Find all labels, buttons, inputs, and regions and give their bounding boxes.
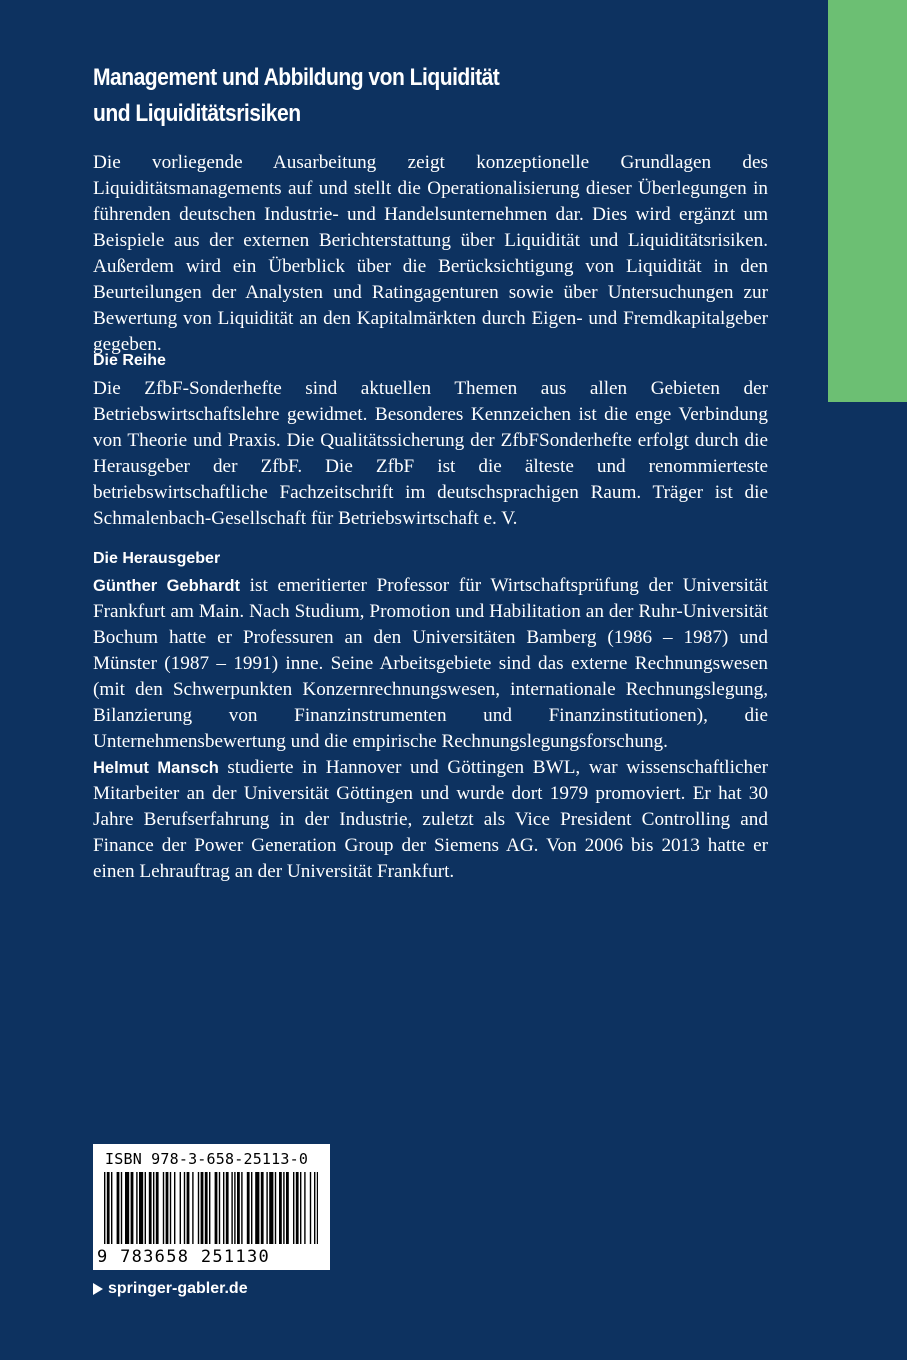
barcode-bar bbox=[317, 1172, 318, 1244]
barcode-bar bbox=[170, 1172, 171, 1244]
barcode-bar bbox=[266, 1172, 267, 1244]
barcode-bar bbox=[219, 1172, 220, 1244]
barcode-bar bbox=[180, 1172, 181, 1244]
reihe-paragraph: Die ZfbF-Sonderhefte sind aktuellen Themen aus allen Gebieten der Betriebswirtschaftslehre gewidmet. Besonderes Kennzeichen ist die enge Verbindung von Theorie und Praxis. Die Qualitätssicherung der ZfbFSonderhefte erfolgt durch die Herausgeber der ZfbF. Die ZfbF ist die älteste und renommierteste betriebswirtschaftliche Fachzeitschrift im deutschsprachigen Raum. Träger ist die Schmalenbach-Gesellschaft für Betriebswirtschaft e. V. bbox=[93, 378, 768, 529]
accent-strip bbox=[828, 0, 907, 402]
barcode-bar bbox=[241, 1172, 242, 1244]
barcode-bar bbox=[184, 1172, 185, 1244]
website-text: springer-gabler.de bbox=[108, 1280, 248, 1297]
barcode-bar bbox=[247, 1172, 250, 1244]
barcode-bar bbox=[261, 1172, 264, 1244]
barcode-bar bbox=[231, 1172, 232, 1244]
barcode-bar bbox=[153, 1172, 154, 1244]
barcode-bar bbox=[209, 1172, 210, 1244]
barcode-digits: 9 783658 251130 bbox=[97, 1247, 271, 1267]
herausgeber-paragraph bbox=[93, 573, 768, 885]
isbn-label: ISBN 978-3-658-25113-0 bbox=[105, 1150, 309, 1168]
barcode-bar bbox=[125, 1172, 129, 1244]
barcode-bar bbox=[293, 1172, 294, 1244]
editor-name-mansch: Helmut Mansch bbox=[93, 759, 219, 777]
barcode-bar bbox=[136, 1172, 137, 1244]
barcode-bar bbox=[300, 1172, 301, 1244]
barcode-bar bbox=[149, 1172, 152, 1244]
barcode-bar bbox=[111, 1172, 112, 1244]
barcode-bar bbox=[286, 1172, 289, 1244]
isbn-barcode bbox=[93, 1144, 330, 1270]
barcode-bar bbox=[205, 1172, 208, 1244]
barcode-bar bbox=[163, 1172, 164, 1244]
barcode-bar bbox=[226, 1172, 229, 1244]
barcode-bar bbox=[139, 1172, 143, 1244]
barcode-bar bbox=[156, 1172, 159, 1244]
barcode-bar bbox=[117, 1172, 120, 1244]
barcode-bar bbox=[310, 1172, 311, 1244]
barcode-bar bbox=[314, 1172, 315, 1244]
barcode-bar bbox=[166, 1172, 169, 1244]
barcode-bar bbox=[145, 1172, 146, 1244]
barcode-bar bbox=[198, 1172, 199, 1244]
barcode-bar bbox=[304, 1172, 305, 1244]
barcode-bar bbox=[255, 1172, 259, 1244]
section-heading-herausgeber: Die Herausgeber bbox=[93, 550, 221, 567]
barcode-bar bbox=[107, 1172, 110, 1244]
barcode-bar bbox=[174, 1172, 175, 1244]
book-title bbox=[93, 60, 695, 132]
barcode-bar bbox=[234, 1172, 235, 1244]
editor-name-gebhardt: Günther Gebhardt bbox=[93, 577, 240, 595]
editor-bio-gebhardt: ist emeritierter Professor für Wirtschaftsprüfung der Universität Frankfurt am Main. Nach Studium, Promotion und Habilitation an der Ruhr-Universität Bochum hatte er Professuren an den Universitäten Bamberg (1986 – 1987) und Münster (1987 – 1991) inne. Seine Arbeitsgebiete sind das externe Rechnungswesen (mit den Schwerpunkten Konzernrechnungswesen, internationale Rechnungslegung, Bilanzierung von Finanzinstrumenten und Finanzinstitutionen), die Unternehmensbewertung und die empirische Rechnungslegungsforschung. bbox=[93, 575, 768, 752]
barcode-bar bbox=[279, 1172, 282, 1244]
title-line-2: und Liquiditätsrisiken bbox=[93, 100, 301, 127]
section-heading-reihe: Die Reihe bbox=[93, 352, 166, 369]
barcode-bar bbox=[269, 1172, 273, 1244]
barcode-bar bbox=[121, 1172, 122, 1244]
barcode-bar bbox=[275, 1172, 276, 1244]
website-link[interactable] bbox=[93, 1278, 248, 1300]
barcode-bar bbox=[237, 1172, 240, 1244]
editor-bio-mansch: studierte in Hannover und Göttingen BWL, war wissenschaftlicher Mitarbeiter an der Universität Göttingen und wurde dort 1979 promoviert. Er hat 30 Jahre Berufserfahrung in der Industrie, zuletzt als Vice President Controlling and Finance der Power Generation Group der Siemens AG. Von 2006 bis 2013 hatte er einen Lehrauftrag an der Universität Frankfurt. bbox=[93, 757, 768, 882]
barcode-bar bbox=[251, 1172, 252, 1244]
barcode-bars bbox=[104, 1172, 318, 1244]
barcode-bar bbox=[215, 1172, 218, 1244]
barcode-bar bbox=[192, 1172, 193, 1244]
barcode-bar bbox=[131, 1172, 134, 1244]
barcode-bar bbox=[187, 1172, 190, 1244]
triangle-right-icon bbox=[93, 1283, 103, 1295]
barcode-bar bbox=[296, 1172, 299, 1244]
barcode-bar bbox=[223, 1172, 224, 1244]
title-line-1: Management und Abbildung von Liquidität bbox=[93, 64, 500, 91]
barcode-bar bbox=[201, 1172, 204, 1244]
intro-paragraph: Die vorliegende Ausarbeitung zeigt konzeptionelle Grundlagen des Liquiditätsmanagements auf und stellt die Operationalisierung dieser Überlegungen in führenden deutschen Industrie- und Handelsunternehmen dar. Dies wird ergänzt um Beispiele aus der externen Berichterstattung über Liquidität und Liquiditätsrisiken. Außerdem wird ein Überblick über die Berücksichtigung von Liquidität in den Beurteilungen der Analysten und Ratingagenturen sowie über Untersuchungen zur Bewertung von Liquidität an den Kapitalmärkten durch Eigen- und Fremdkapitalgeber gegeben. bbox=[93, 152, 768, 355]
barcode-bar bbox=[283, 1172, 284, 1244]
barcode-bar bbox=[104, 1172, 105, 1244]
